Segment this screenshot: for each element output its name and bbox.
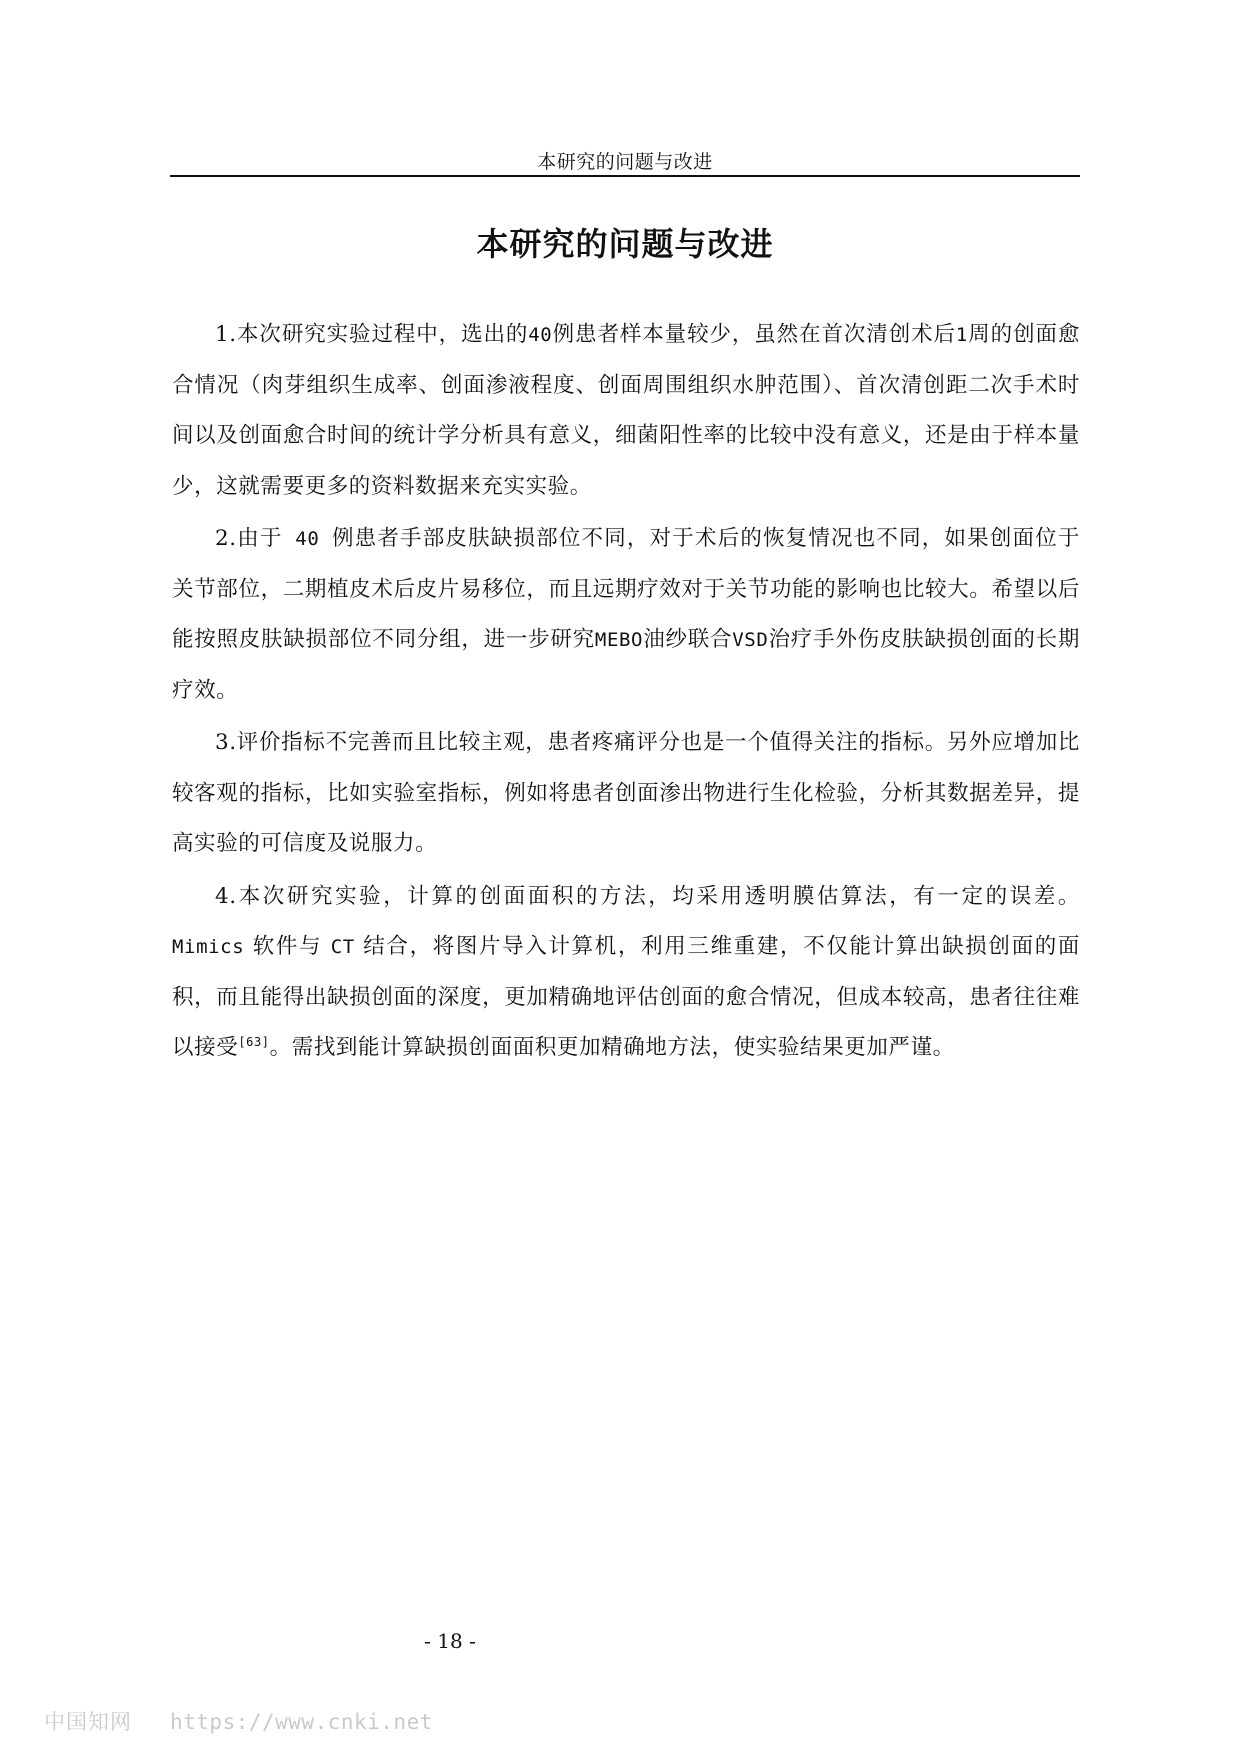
paragraph-2-text-b: 例患者手部皮肤缺损部位不同，对于术后的恢复情况也不同，如果创面位于关节部位，二期植皮术后皮片易移位，而且远期疗效对于关节功能的影响也比较大。希望以后能按照皮肤缺损部位不同分组，进一步研究	[172, 526, 1080, 652]
paragraph-1	[172, 310, 1080, 512]
paragraph-1-number-b: 1	[955, 324, 968, 346]
paragraph-2-number-a: 40	[282, 528, 332, 550]
paragraph-2-term-vsd: VSD	[732, 629, 769, 651]
paragraph-2-term-mebo: MEBO	[594, 629, 644, 651]
paragraph-2	[172, 514, 1080, 716]
watermark-url: https://www.cnki.net	[170, 1710, 433, 1734]
paragraph-4-text-d: 。需找到能计算缺损创面面积更加精确地方法，使实验结果更加严谨。	[269, 1035, 955, 1060]
paragraph-2-text-c: 油纱联合	[643, 627, 733, 652]
paragraph-4-term-ct: CT	[330, 936, 355, 958]
paragraph-4	[172, 872, 1080, 1074]
running-header-title: 本研究的问题与改进	[537, 151, 713, 173]
paragraph-1-text-b: 例患者样本量较少，虽然在首次清创术后	[552, 322, 956, 347]
paragraph-1-text-c: 周的创面愈合情况（肉芽组织生成率、创面渗液程度、创面周围组织水肿范围）、首次清创距二次手术时间以及创面愈合时间的统计学分析具有意义，细菌阳性率的比较中没有意义，还是由于样本量少，这就需要更多的资料数据来充实实验。	[172, 322, 1080, 499]
paragraph-4-text-a: 4.本次研究实验，计算的创面面积的方法，均采用透明膜估算法，有一定的误差。	[215, 883, 1080, 909]
watermark-brand: 中国知网	[44, 1710, 132, 1734]
paragraph-3-text: 3.评价指标不完善而且比较主观，患者疼痛评分也是一个值得关注的指标。另外应增加比较客观的指标，比如实验室指标，例如将患者创面渗出物进行生化检验，分析其数据差异，提高实验的可信度及说服力。	[172, 730, 1080, 856]
citation-marker[interactable]: [63]	[238, 1034, 270, 1049]
paragraph-4-term-mimics: Mimics	[172, 936, 245, 958]
page-title: 本研究的问题与改进	[476, 225, 774, 263]
body-text	[172, 310, 1080, 1076]
paragraph-2-text-a: 2.由于	[215, 526, 283, 551]
header-rule	[170, 175, 1080, 177]
paragraph-4-text-b: 软件与	[244, 934, 331, 959]
paragraph-1-text-a: 1.本次研究实验过程中，选出的	[215, 322, 529, 347]
paragraph-4-text-c: 结合，将图片导入计算机，利用三维重建，不仅能计算出缺损创面的面积，而且能得出缺损创面的深度，更加精确地评估创面的愈合情况，但成本较高，患者往往难以接受	[172, 934, 1080, 1060]
paragraph-2-text-d: 治疗手外伤皮肤缺损创面的长期疗效。	[172, 627, 1081, 703]
page-number: - 18 -	[424, 1629, 476, 1653]
paragraph-1-number-a: 40	[528, 324, 553, 346]
paragraph-3	[172, 718, 1080, 870]
watermark	[44, 1708, 433, 1736]
